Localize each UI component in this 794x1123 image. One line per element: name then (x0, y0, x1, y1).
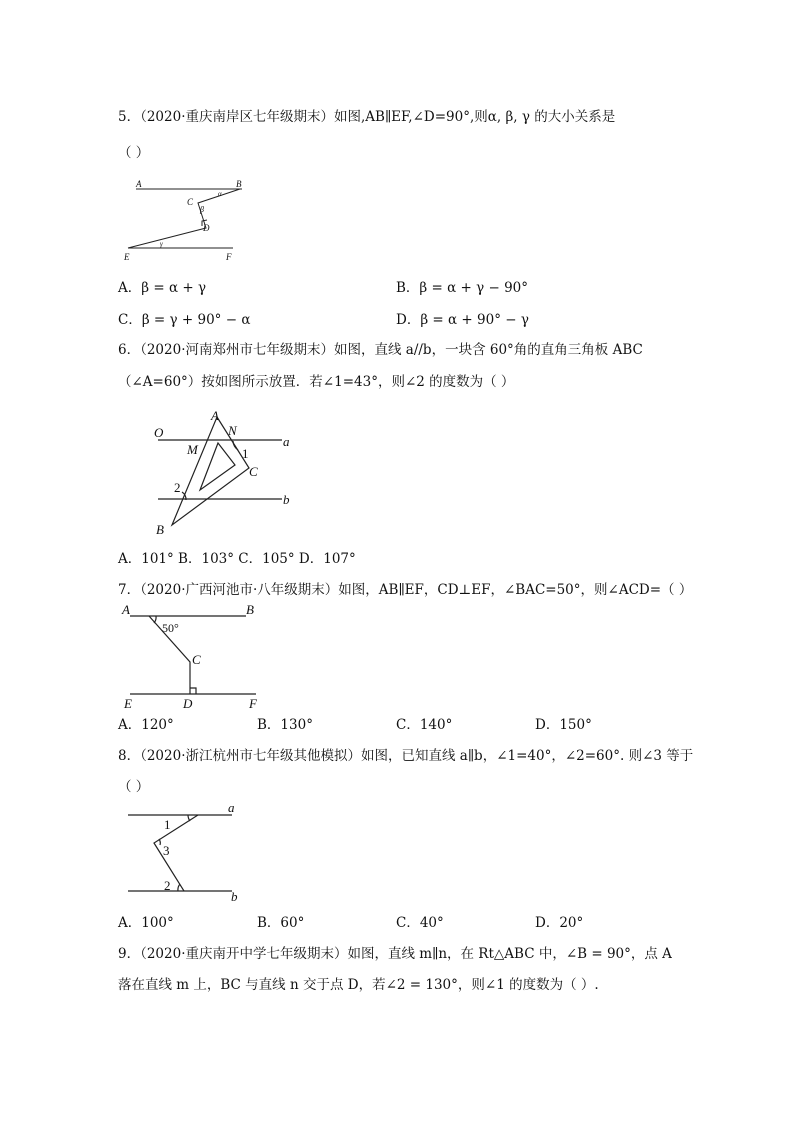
q6-label-c: C (249, 464, 258, 479)
q5-label-alpha: α (218, 190, 222, 198)
q8-label-line-b: b (231, 889, 238, 904)
q6-stem-line2: （∠A=60°）按如图所示放置．若∠1=43°，则∠2 的度数为（ ） (118, 374, 515, 390)
q6-label-line-a: a (283, 434, 290, 449)
q7-label-e: E (124, 696, 132, 711)
q6-stem-line1: 6．（2020·河南郑州市七年级期末）如图，直线 a//b，一块含 60°角的直角三角板 ABC (118, 342, 643, 358)
q8-stem: 8．（2020·浙江杭州市七年级其他模拟）如图，已知直线 a∥b，∠1=40°，∠2=60°. 则∠3 等于 (118, 748, 694, 764)
q8-label-angle3: 3 (163, 843, 170, 858)
q7-stem: 7．（2020·广西河池市·八年级期末）如图，AB∥EF，CD⊥EF，∠BAC=50°，则∠ACD=（ ） (118, 582, 693, 598)
q5-label-a: A (136, 179, 142, 189)
q8-bracket: （ ） (118, 779, 150, 795)
q8-label-angle1: 1 (164, 817, 171, 832)
q5-option-c: C．β = γ + 90° − α (118, 312, 251, 328)
q8-option-d: D．20° (535, 915, 584, 931)
q5-label-gamma: γ (160, 240, 163, 248)
q9-stem-line1: 9．（2020·重庆南开中学七年级期末）如图，直线 m∥n，在 Rt△ABC 中，∠B = 90°，点 A (118, 946, 672, 962)
q7-label-c: C (192, 652, 201, 667)
q5-option-d: D．β = α + 90° − γ (396, 312, 529, 328)
q5-label-e: E (124, 252, 130, 262)
q8-option-a: A．100° (118, 915, 174, 931)
q5-option-b: B．β = α + γ − 90° (396, 280, 529, 296)
q5-label-f: F (226, 252, 232, 262)
q7-label-b: B (246, 602, 254, 617)
q5-figure (118, 175, 258, 267)
q6-label-b: B (156, 522, 164, 537)
q7-label-d: D (183, 696, 193, 711)
q8-label-angle2: 2 (164, 878, 171, 893)
q7-option-c: C．140° (396, 717, 453, 733)
q6-label-a-vertex: A (211, 408, 219, 423)
q7-option-d: D．150° (535, 717, 592, 733)
q6-label-angle2: 2 (174, 480, 181, 495)
q5-label-d: D (203, 223, 210, 233)
q9-stem-line2: 落在直线 m 上，BC 与直线 n 交于点 D，若∠2 = 130°，则∠1 的度数为（ ）. (118, 977, 599, 993)
q6-label-o: O (154, 425, 164, 440)
q7-option-b: B．130° (257, 717, 313, 733)
q7-label-angle: 50° (162, 621, 179, 635)
q5-bracket: （ ） (118, 145, 150, 161)
q5-label-c: C (187, 197, 194, 207)
q6-figure (150, 408, 300, 540)
q6-label-line-b: b (283, 492, 290, 507)
q6-label-angle1: 1 (242, 446, 249, 461)
q8-option-b: B．60° (257, 915, 305, 931)
q8-figure (122, 800, 252, 908)
q5-option-a: A．β = α + γ (118, 280, 207, 296)
q8-option-c: C．40° (396, 915, 444, 931)
q5-label-b: B (236, 179, 242, 189)
q5-label-beta: β (200, 205, 204, 214)
q6-label-m: M (187, 442, 198, 457)
q7-label-f: F (249, 696, 257, 711)
q7-label-a: A (122, 602, 130, 617)
q6-options: A．101° B．103° C．105° D．107° (118, 551, 356, 567)
q5-stem: 5．（2020·重庆南岸区七年级期末）如图,AB∥EF,∠D=90°,则α, β, γ 的大小关系是 (118, 109, 616, 125)
q7-option-a: A．120° (118, 717, 174, 733)
q8-label-line-a: a (228, 800, 235, 815)
q7-figure (116, 602, 266, 710)
q6-label-n: N (228, 423, 237, 438)
